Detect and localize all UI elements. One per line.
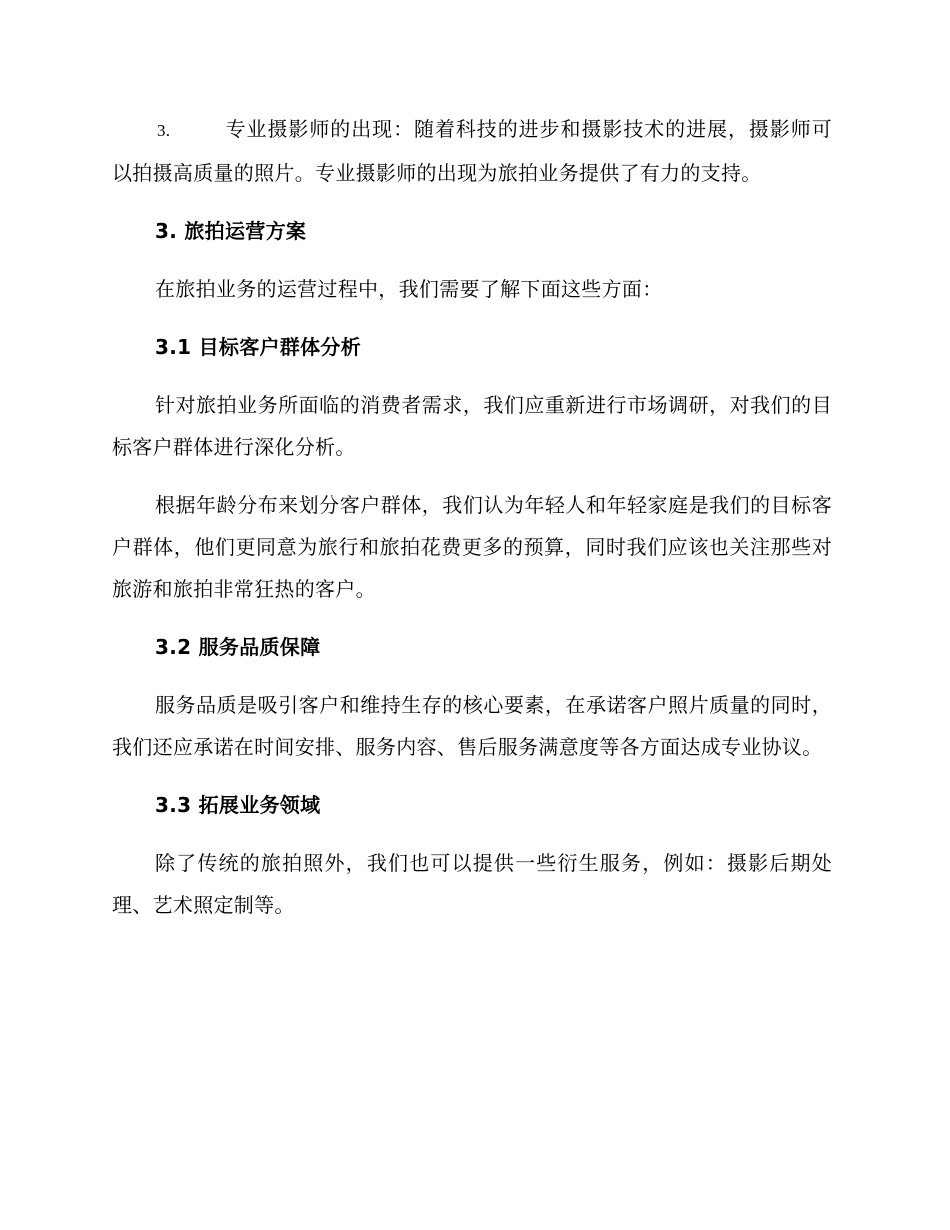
section-3-3-paragraph-1: 除了传统的旅拍照外，我们也可以提供一些衍生服务，例如：摄影后期处理、艺术照定制等。 [112, 851, 832, 917]
list-item-text: 专业摄影师的出现：随着科技的进步和摄影技术的进展，摄影师可以拍摄高质量的照片。专业摄影师的出现为旅拍业务提供了有力的支持。 [112, 117, 832, 185]
section-3-1-heading: 3.1 目标客户群体分析 [155, 335, 361, 359]
section-3-2-paragraph-1: 服务品质是吸引客户和维持生存的核心要素，在承诺客户照片质量的同时，我们还应承诺在时间安排、服务内容、售后服务满意度等各方面达成专业协议。 [112, 693, 832, 759]
section-3-2-heading: 3.2 服务品质保障 [155, 635, 321, 659]
section-3-heading: 3. 旅拍运营方案 [155, 219, 307, 243]
section-3-intro: 在旅拍业务的运营过程中，我们需要了解下面这些方面： [155, 277, 663, 301]
list-number: 3. [157, 121, 171, 140]
section-3-1-paragraph-2: 根据年龄分布来划分客户群体，我们认为年轻人和年轻家庭是我们的目标客户群体，他们更同意为旅行和旅拍花费更多的预算，同时我们应该也关注那些对旅游和旅拍非常狂热的客户。 [112, 493, 832, 601]
section-3-1-paragraph-1: 针对旅拍业务所面临的消费者需求，我们应重新进行市场调研，对我们的目标客户群体进行深化分析。 [112, 393, 832, 459]
list-item-3 [112, 108, 832, 194]
section-3-3-heading: 3.3 拓展业务领域 [155, 793, 321, 817]
document-body [112, 108, 832, 926]
